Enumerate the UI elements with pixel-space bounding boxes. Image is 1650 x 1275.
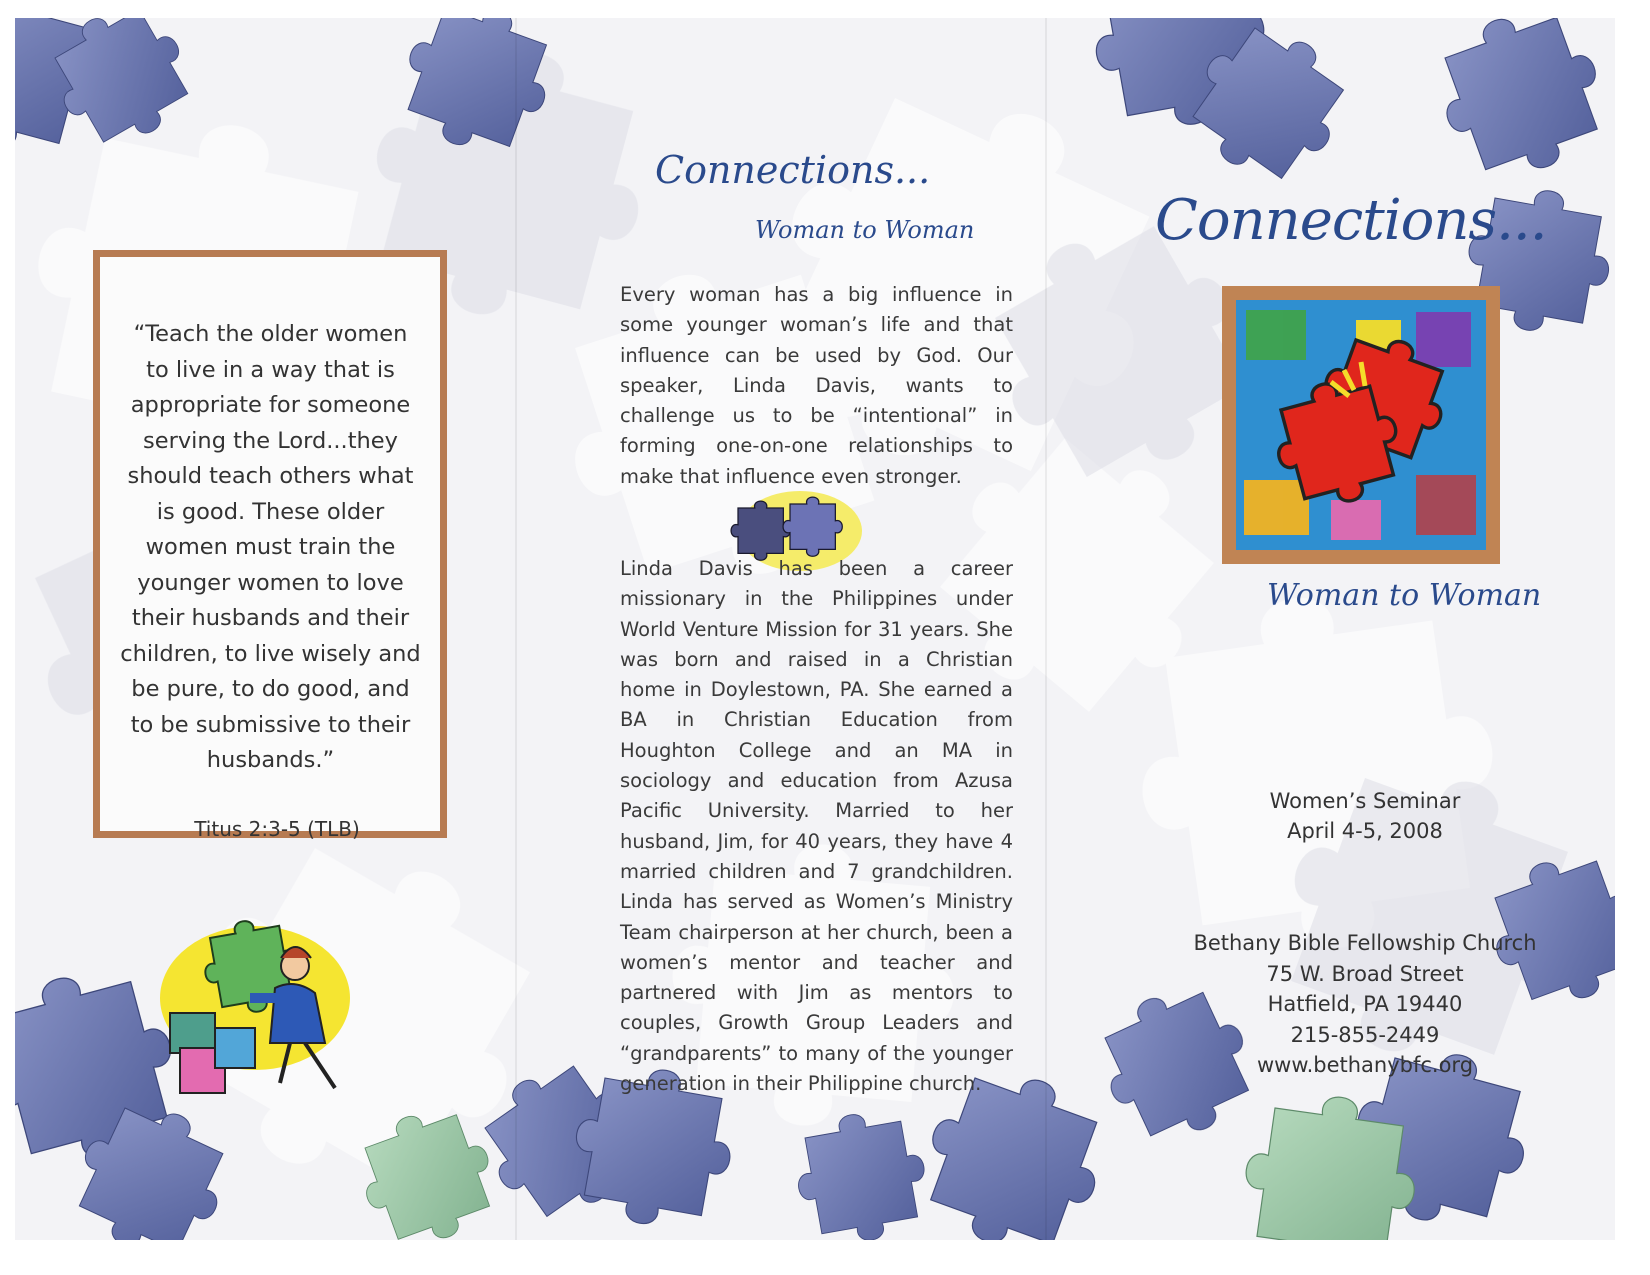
quote-line: children, to live wisely and bbox=[120, 640, 421, 667]
quote-line: appropriate for someone bbox=[130, 392, 411, 418]
quote-line: is good. These older bbox=[156, 498, 385, 525]
fold-line-left bbox=[515, 18, 517, 1240]
church-name: Bethany Bible Fellowship Church bbox=[1193, 931, 1537, 955]
cover-subtitle: Woman to Woman bbox=[1267, 578, 1542, 613]
quote-line: their husbands and their bbox=[131, 605, 410, 631]
event-info bbox=[1215, 786, 1515, 846]
middle-title: Connections... bbox=[655, 148, 931, 192]
church-street: 75 W. Broad Street bbox=[1266, 961, 1464, 986]
quote-line: women must train the bbox=[145, 534, 396, 560]
church-city: Hatfield, PA 19440 bbox=[1267, 992, 1463, 1016]
middle-subtitle: Woman to Woman bbox=[755, 216, 975, 244]
event-date: April 4-5, 2008 bbox=[1287, 819, 1443, 843]
quote-line: should teach others what bbox=[127, 463, 414, 489]
puzzle-artwork bbox=[1236, 300, 1486, 550]
intro-paragraph: Every woman has a big influence in some younger woman’s life and that influence can be used by God. Our speaker, Linda Davis, wants to challenge us to be “intentional” in forming one-on-one relationships to make that influence even stronger. bbox=[620, 283, 1013, 488]
quote-line: younger women to love bbox=[137, 569, 404, 596]
quote-line: be pure, to do good, and bbox=[131, 676, 410, 702]
quote-line: to live in a way that is bbox=[146, 356, 395, 383]
woman-puzzle-clipart bbox=[155, 918, 365, 1108]
event-name: Women’s Seminar bbox=[1269, 789, 1461, 813]
scripture-reference: Titus 2:3-5 (TLB) bbox=[194, 817, 360, 841]
cover-title: Connections... bbox=[1155, 188, 1547, 253]
brochure-sheet bbox=[15, 18, 1615, 1240]
scripture-quote-box bbox=[93, 250, 447, 841]
scripture-quote bbox=[118, 317, 423, 779]
quote-line: husbands.” bbox=[206, 747, 335, 773]
quote-line: to be submissive to their bbox=[130, 711, 411, 738]
fold-line-right bbox=[1045, 18, 1047, 1240]
church-website: www.bethanybfc.org bbox=[1256, 1053, 1474, 1077]
church-phone: 215-855-2449 bbox=[1290, 1022, 1440, 1047]
quote-line: “Teach the older women bbox=[133, 321, 408, 347]
church-contact-info bbox=[1155, 928, 1575, 1081]
puzzle-artwork-frame bbox=[1222, 286, 1500, 564]
quote-line: serving the Lord...they bbox=[143, 427, 398, 454]
speaker-bio-paragraph: Linda Davis has been a career missionary in the Philippines under World Venture Mission for 31 years. She was born and raised in a Christian home in Doylestown, PA. She earned a BA in Christian Education from Houghton College and an MA in sociology and education from Azusa Pacific University. Married to her husband, Jim, for 40 years, they have 4 married children and 7 grandchildren. Linda has served as Women’s Ministry Team chairperson at her church, been a women’s mentor and teacher and partnered with Jim as mentors to couples, Growth Group Leaders and “grandparents” to many of the younger generation in their Philippine church. bbox=[620, 557, 1013, 1096]
